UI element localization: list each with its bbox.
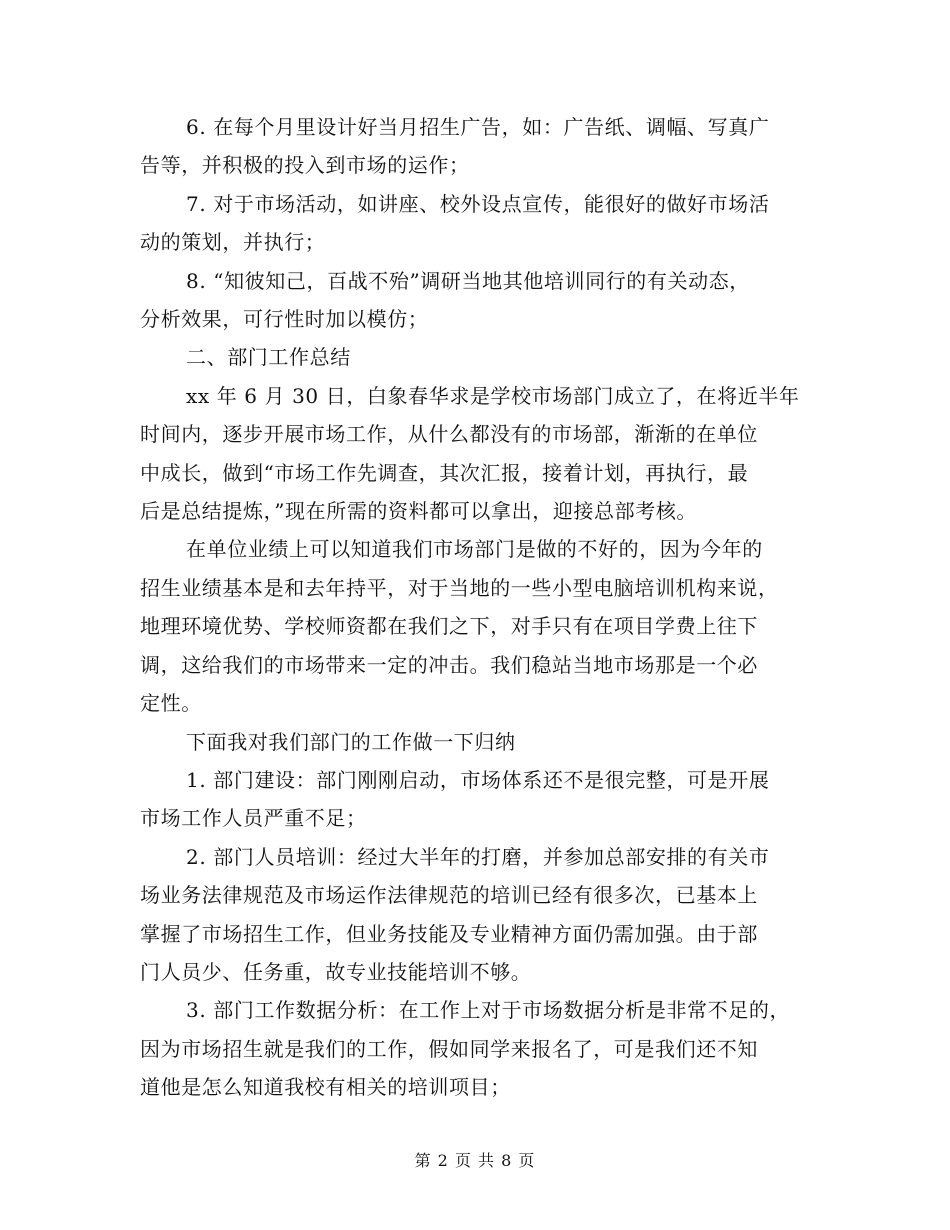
text-line: 场业务法律规范及市场运作法律规范的培训已经有很多次，已基本上	[140, 883, 758, 908]
text-line: 分析效果，可行性时加以模仿；	[140, 307, 429, 332]
text-line: 门人员少、任务重，故专业技能培训不够。	[140, 959, 532, 984]
text-line: 定性。	[140, 691, 202, 716]
page-number-footer: 第 2 页 共 8 页	[414, 1151, 536, 1170]
text-line: 1. 部门建设：部门刚刚启动，市场体系还不是很完整，可是开展	[186, 767, 770, 792]
document-body	[140, 108, 820, 1107]
text-line: 7. 对于市场活动，如讲座、校外设点宣传，能很好的做好市场活	[186, 191, 770, 216]
text-line: 道他是怎么知道我校有相关的培训项目；	[140, 1075, 511, 1100]
text-line: xx 年 6 月 30 日，白象春华求是学校市场部门成立了，在将近半年	[186, 383, 800, 408]
text-line: 因为市场招生就是我们的工作，假如同学来报名了，可是我们还不知	[140, 1036, 758, 1061]
text-line: 8. “知彼知己，百战不殆”调研当地其他培训同行的有关动态，	[186, 268, 750, 293]
text-line: 时间内，逐步开展市场工作，从什么都没有的市场部，渐渐的在单位	[140, 422, 758, 447]
text-line: 下面我对我们部门的工作做一下归纳	[186, 729, 516, 754]
text-line: 后是总结提炼，”现在所需的资料都可以拿出，迎接总部考核。	[140, 499, 698, 524]
text-line: 调，这给我们的市场带来一定的冲击。我们稳站当地市场那是一个必	[140, 652, 758, 677]
text-line: 地理环境优势、学校师资都在我们之下，对手只有在项目学费上往下	[140, 614, 758, 639]
text-line: 动的策划，并执行；	[140, 230, 326, 255]
section-heading: 二、部门工作总结	[186, 345, 351, 370]
text-line: 告等，并积极的投入到市场的运作；	[140, 153, 470, 178]
text-line: 掌握了市场招生工作，但业务技能及专业精神方面仍需加强。由于部	[140, 921, 758, 946]
text-line: 在单位业绩上可以知道我们市场部门是做的不好的，因为今年的	[186, 537, 763, 562]
text-line: 中成长，做到“市场工作先调查，其次汇报，接着计划，再执行，最	[140, 460, 749, 485]
text-line: 招生业绩基本是和去年持平，对于当地的一些小型电脑培训机构来说，	[140, 575, 779, 600]
text-line: 2. 部门人员培训：经过大半年的打磨，并参加总部安排的有关市	[186, 844, 770, 869]
text-line: 3. 部门工作数据分析：在工作上对于市场数据分析是非常不足的，	[186, 998, 791, 1023]
text-line: 市场工作人员严重不足；	[140, 806, 367, 831]
text-line: 6. 在每个月里设计好当月招生广告，如：广告纸、调幅、写真广	[186, 115, 770, 139]
